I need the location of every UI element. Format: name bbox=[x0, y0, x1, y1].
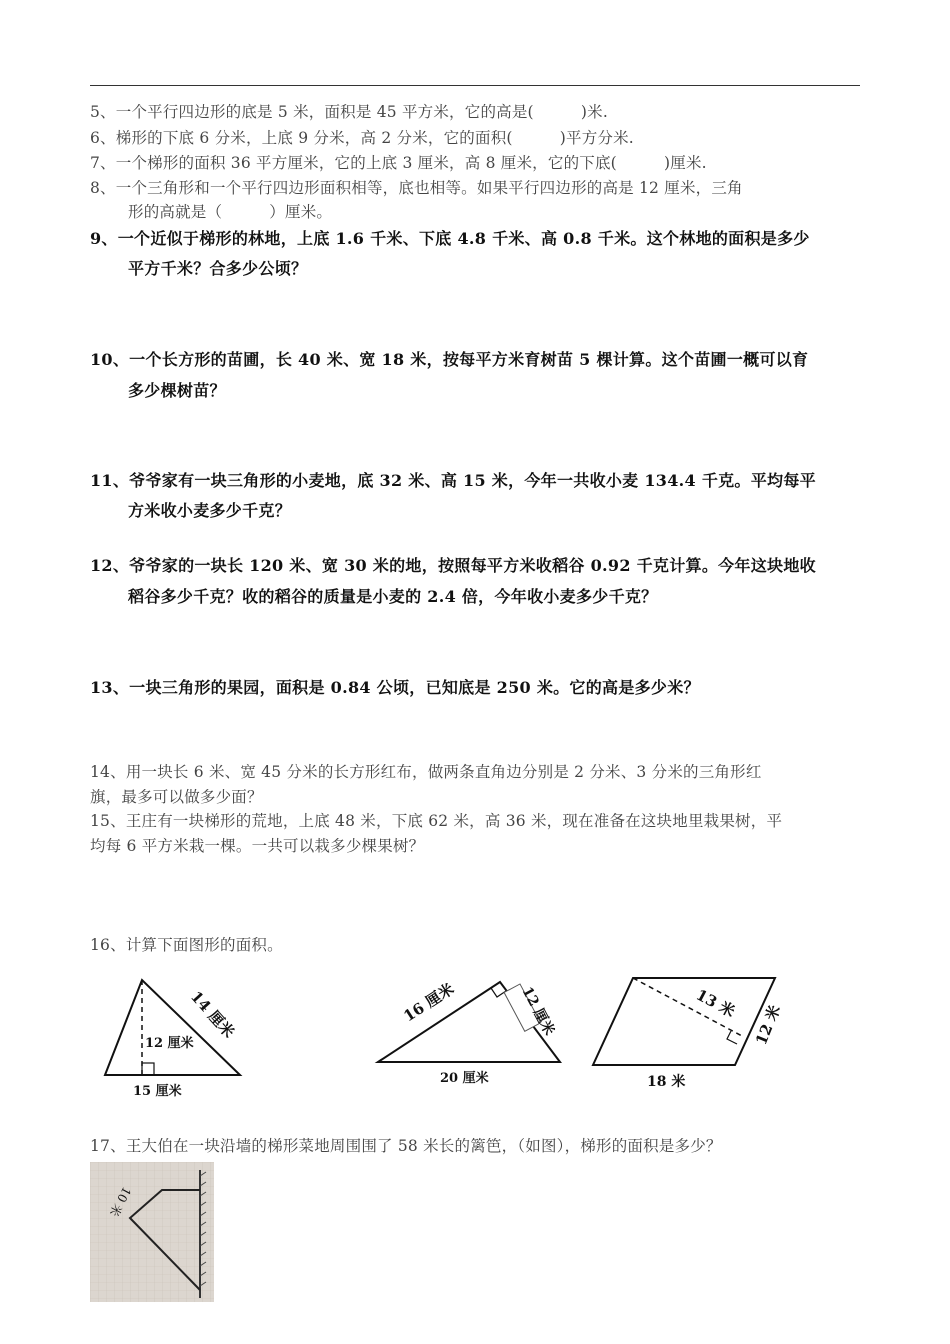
header-rule bbox=[90, 85, 860, 86]
question-8-line-2: 形的高就是（ ）厘米。 bbox=[128, 203, 333, 221]
question-9-line-2: 平方千米？合多少公顷？ bbox=[128, 259, 308, 278]
question-14-line-1: 14、用一块长 6 米、宽 45 分米的长方形红布，做两条直角边分别是 2 分米、3 分米的三角形红 bbox=[90, 763, 762, 781]
question-12-line-2: 稻谷多少千克？收的稻谷的质量是小麦的 2.4 倍，今年收小麦多少千克？ bbox=[128, 587, 658, 606]
trapezoid-photo-figure bbox=[90, 1162, 214, 1302]
question-9-line-1: 9、一个近似于梯形的林地，上底 1.6 千米、下底 4.8 千米、高 0.8 千米。这个林地的面积是多少 bbox=[90, 229, 810, 248]
question-7: 7、一个梯形的面积 36 平方厘米，它的上底 3 厘米，高 8 厘米，它的下底( )厘米. bbox=[90, 154, 707, 172]
question-14-line-2: 旗，最多可以做多少面？ bbox=[90, 788, 263, 806]
question-11-line-2: 方米收小麦多少千克？ bbox=[128, 501, 292, 520]
question-10-line-2: 多少棵树苗？ bbox=[128, 381, 226, 400]
question-17: 17、王大伯在一块沿墙的梯形菜地周围围了 58 米长的篱笆，（如图），梯形的面积是多少？ bbox=[90, 1137, 722, 1155]
parallelogram-base-label: 18 米 bbox=[647, 1074, 686, 1090]
question-6: 6、梯形的下底 6 分米，上底 9 分米，高 2 分米，它的面积( )平方分米. bbox=[90, 129, 634, 147]
triangle-2-right-label: 12 厘米 bbox=[518, 984, 558, 1039]
parallelogram-height-label: 13 米 bbox=[693, 985, 738, 1021]
triangle-figure-1 bbox=[95, 965, 255, 1105]
triangle-2-base-label: 20 厘米 bbox=[440, 1071, 489, 1086]
grid-paper bbox=[90, 1162, 214, 1302]
triangle-1-base-label: 15 厘米 bbox=[133, 1084, 182, 1099]
right-angle-mark bbox=[727, 1031, 737, 1044]
triangle-1-height-label: 12 厘米 bbox=[145, 1036, 194, 1051]
question-8-line-1: 8、一个三角形和一个平行四边形面积相等，底也相等。如果平行四边形的高是 12 厘米，三角 bbox=[90, 179, 743, 197]
question-16 bbox=[90, 933, 870, 955]
question-16-text: 16、计算下面图形的面积。 bbox=[90, 936, 283, 954]
question-13: 13、一块三角形的果园，面积是 0.84 公顷，已知底是 250 米。它的高是多少米？ bbox=[90, 678, 700, 697]
question-15-line-2: 均每 6 平方米栽一棵。一共可以栽多少棵果树？ bbox=[90, 837, 425, 855]
triangle-figure-2 bbox=[370, 970, 580, 1090]
trapezoid-side-label: 10 米 bbox=[106, 1184, 134, 1219]
right-angle-mark bbox=[142, 1063, 154, 1075]
parallelogram-figure bbox=[585, 968, 795, 1093]
question-15-line-1: 15、王庄有一块梯形的荒地，上底 48 米，下底 62 米，高 36 米，现在准备在这块地里栽果树，平 bbox=[90, 812, 783, 830]
question-11-line-1: 11、爷爷家有一块三角形的小麦地，底 32 米、高 15 米，今年一共收小麦 134.4 千克。平均每平 bbox=[90, 471, 816, 490]
triangle-1-side-label: 14 厘米 bbox=[187, 987, 238, 1042]
question-10-line-1: 10、一个长方形的苗圃，长 40 米、宽 18 米，按每平方米育树苗 5 棵计算。这个苗圃一概可以育 bbox=[90, 350, 809, 369]
question-12-line-1: 12、爷爷家的一块长 120 米、宽 30 米的地，按照每平方米收稻谷 0.92 千克计算。今年这块地收 bbox=[90, 556, 816, 575]
parallelogram-outline bbox=[593, 978, 775, 1065]
question-5: 5、一个平行四边形的底是 5 米，面积是 45 平方米，它的高是( )米. bbox=[90, 103, 608, 121]
triangle-2-left-label: 16 厘米 bbox=[400, 979, 458, 1026]
parallelogram-side-label: 12 米 bbox=[752, 1002, 785, 1048]
